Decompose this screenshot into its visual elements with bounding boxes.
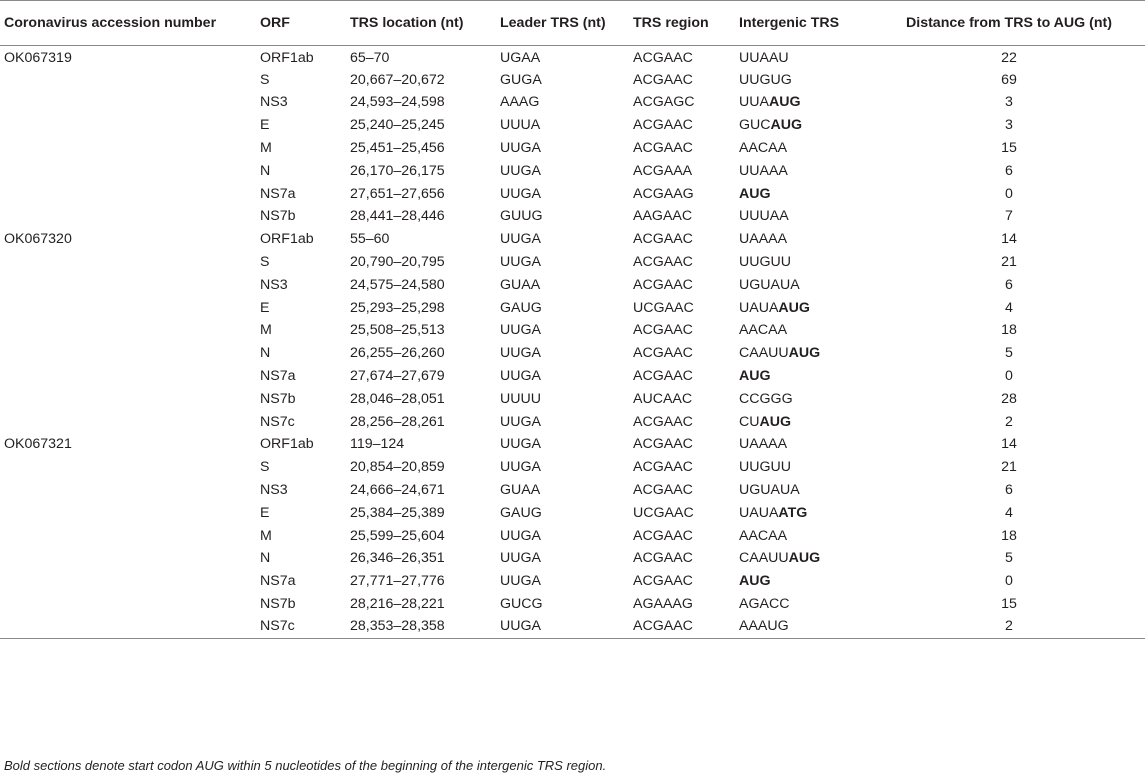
cell-leader-trs: GUUG bbox=[500, 208, 543, 225]
cell-distance: 21 bbox=[1001, 254, 1017, 271]
cell-intergenic-trs bbox=[735, 137, 873, 160]
cell-trs-location: 20,667–20,672 bbox=[350, 71, 445, 88]
cell-distance: 0 bbox=[1005, 185, 1013, 202]
cell-accession: OK067321 bbox=[4, 436, 72, 453]
table-row bbox=[0, 273, 1145, 296]
cell-trs-region: ACGAAG bbox=[633, 185, 694, 202]
table-row bbox=[0, 570, 1145, 593]
cell-distance: 2 bbox=[873, 615, 1145, 638]
cell-intergenic-trs bbox=[735, 410, 873, 433]
table-row bbox=[0, 387, 1145, 410]
cell-leader-trs: GUGA bbox=[500, 71, 542, 88]
table-row bbox=[0, 296, 1145, 319]
cell-leader-trs: UUGA bbox=[500, 436, 541, 453]
table-header bbox=[0, 1, 1145, 46]
cell-trs-region: ACGAAC bbox=[633, 345, 693, 362]
cell-trs-region: AAGAAC bbox=[633, 208, 693, 225]
cell-leader-trs: GUAA bbox=[500, 276, 541, 293]
cell-orf: N bbox=[260, 345, 271, 362]
cell-distance: 69 bbox=[1001, 71, 1017, 88]
header-trs-region: TRS region bbox=[629, 1, 735, 46]
cell-leader-trs: UUGA bbox=[500, 140, 541, 157]
start-codon: AUG bbox=[739, 368, 771, 385]
cell-trs-location: 27,771–27,776 bbox=[350, 573, 445, 590]
cell-trs-location: 25,451–25,456 bbox=[350, 140, 445, 157]
cell-leader-trs: UUGA bbox=[500, 231, 541, 248]
cell-trs-location: 28,046–28,051 bbox=[350, 390, 445, 407]
cell-trs-region: ACGAAC bbox=[633, 276, 693, 293]
cell-accession bbox=[0, 137, 256, 160]
cell-distance: 21 bbox=[1001, 459, 1017, 476]
cell-trs-region: ACGAAA bbox=[633, 162, 693, 179]
intergenic-sequence: UGUAUA bbox=[739, 482, 800, 499]
table-row bbox=[0, 205, 1145, 228]
start-codon: AUG bbox=[788, 550, 821, 567]
cell-distance: 6 bbox=[1005, 162, 1013, 179]
cell-trs-region: ACGAAC bbox=[633, 573, 693, 590]
table-row bbox=[0, 228, 1145, 251]
cell-accession bbox=[0, 547, 256, 570]
cell-accession bbox=[0, 501, 256, 524]
cell-orf: ORF1ab bbox=[260, 231, 314, 248]
cell-trs-location: 20,790–20,795 bbox=[350, 254, 445, 271]
cell-intergenic-trs bbox=[735, 501, 873, 524]
cell-trs-location: 55–60 bbox=[350, 231, 390, 248]
start-codon: ATG bbox=[778, 504, 808, 521]
cell-distance: 7 bbox=[1005, 208, 1013, 225]
cell-trs-region: ACGAAC bbox=[633, 117, 693, 134]
intergenic-sequence: CAAUU bbox=[739, 345, 789, 362]
cell-trs-region: ACGAAC bbox=[633, 482, 693, 499]
start-codon: AUG bbox=[768, 94, 801, 111]
cell-trs-location: 25,384–25,389 bbox=[350, 504, 445, 521]
cell-trs-region: ACGAAC bbox=[633, 368, 693, 385]
table-body bbox=[0, 46, 1145, 639]
cell-intergenic-trs bbox=[735, 159, 873, 182]
cell-orf: NS7c bbox=[260, 413, 295, 430]
table-row bbox=[0, 501, 1145, 524]
intergenic-sequence: UUGUU bbox=[739, 254, 792, 271]
table-row bbox=[0, 593, 1145, 616]
table-footnote: Bold sections denote start codon AUG within 5 nucleotides of the beginning of the intergenic TRS region. bbox=[4, 758, 607, 773]
cell-distance: 0 bbox=[1005, 573, 1013, 590]
cell-intergenic-trs bbox=[735, 46, 873, 69]
cell-leader-trs: UUGA bbox=[500, 345, 541, 362]
cell-leader-trs: UUUU bbox=[500, 390, 541, 407]
cell-orf: M bbox=[260, 527, 272, 544]
cell-intergenic-trs bbox=[735, 91, 873, 114]
intergenic-sequence: UAAAA bbox=[739, 231, 788, 248]
cell-distance: 6 bbox=[1005, 482, 1013, 499]
cell-trs-region: ACGAAC bbox=[633, 527, 693, 544]
cell-orf: ORF1ab bbox=[260, 436, 314, 453]
cell-leader-trs: UUGA bbox=[500, 550, 541, 567]
header-orf: ORF bbox=[256, 1, 346, 46]
cell-trs-location: 24,593–24,598 bbox=[350, 94, 445, 111]
cell-accession bbox=[0, 456, 256, 479]
cell-intergenic-trs bbox=[735, 114, 873, 137]
cell-intergenic-trs bbox=[735, 433, 873, 456]
cell-accession bbox=[0, 159, 256, 182]
intergenic-sequence: UAAAA bbox=[739, 436, 788, 453]
table-row bbox=[0, 159, 1145, 182]
cell-trs-location: 26,170–26,175 bbox=[350, 162, 445, 179]
cell-accession bbox=[0, 479, 256, 502]
cell-trs-region: UCGAAC bbox=[633, 299, 694, 316]
intergenic-sequence: UUUAA bbox=[739, 208, 789, 225]
header-accession: Coronavirus accession number bbox=[0, 1, 256, 46]
cell-accession bbox=[0, 205, 256, 228]
cell-distance: 14 bbox=[1001, 231, 1017, 248]
cell-accession bbox=[0, 615, 256, 638]
cell-distance: 2 bbox=[1005, 413, 1013, 430]
cell-trs-region: ACGAAC bbox=[633, 413, 693, 430]
cell-leader-trs: UUGA bbox=[500, 527, 541, 544]
cell-orf: M bbox=[260, 322, 272, 339]
cell-trs-region: UCGAAC bbox=[633, 504, 694, 521]
cell-trs-location: 25,240–25,245 bbox=[350, 117, 445, 134]
cell-orf: NS3 bbox=[260, 276, 288, 293]
table-row bbox=[0, 114, 1145, 137]
cell-orf: E bbox=[260, 117, 270, 134]
cell-accession: OK067319 bbox=[4, 50, 72, 67]
cell-intergenic-trs bbox=[735, 615, 873, 638]
cell-orf: E bbox=[260, 299, 270, 316]
table-row bbox=[0, 479, 1145, 502]
cell-trs-location: 20,854–20,859 bbox=[350, 459, 445, 476]
cell-intergenic-trs bbox=[735, 296, 873, 319]
cell-accession: OK067320 bbox=[4, 231, 72, 248]
cell-distance: 14 bbox=[1001, 436, 1017, 453]
cell-orf: NS7b bbox=[260, 208, 296, 225]
cell-orf: NS7a bbox=[260, 368, 296, 385]
cell-orf: S bbox=[260, 71, 270, 88]
cell-trs-location: 26,346–26,351 bbox=[350, 550, 445, 567]
start-codon: AUG bbox=[770, 117, 803, 134]
cell-trs-location: 28,216–28,221 bbox=[350, 596, 445, 613]
cell-accession bbox=[0, 251, 256, 274]
header-intergenic-trs: Intergenic TRS bbox=[735, 1, 873, 46]
cell-trs-region: AGAAAG bbox=[633, 596, 693, 613]
cell-trs-region: ACGAAC bbox=[629, 615, 735, 638]
cell-intergenic-trs bbox=[735, 319, 873, 342]
cell-trs-location: 65–70 bbox=[350, 50, 390, 67]
intergenic-sequence: CAAUU bbox=[739, 550, 789, 567]
cell-trs-region: AUCAAC bbox=[633, 390, 693, 407]
table-row bbox=[0, 137, 1145, 160]
intergenic-sequence: UUAAA bbox=[739, 162, 788, 179]
cell-intergenic-trs bbox=[735, 387, 873, 410]
cell-distance: 22 bbox=[1001, 50, 1017, 67]
cell-intergenic-trs bbox=[735, 524, 873, 547]
table-row bbox=[0, 410, 1145, 433]
cell-distance: 18 bbox=[1001, 527, 1017, 544]
cell-orf: S bbox=[260, 254, 270, 271]
cell-leader-trs: GAUG bbox=[500, 504, 542, 521]
cell-distance: 15 bbox=[1001, 140, 1017, 157]
header-distance: Distance from TRS to AUG (nt) bbox=[873, 1, 1145, 46]
intergenic-sequence: UAUA bbox=[739, 299, 779, 316]
cell-trs-location: 26,255–26,260 bbox=[350, 345, 445, 362]
cell-accession bbox=[0, 570, 256, 593]
cell-orf: N bbox=[260, 550, 271, 567]
cell-orf: NS7a bbox=[260, 573, 296, 590]
cell-leader-trs: UUGA bbox=[500, 459, 541, 476]
cell-leader-trs: GUCG bbox=[500, 596, 543, 613]
cell-orf: M bbox=[260, 140, 272, 157]
cell-accession bbox=[0, 387, 256, 410]
cell-trs-location: 25,293–25,298 bbox=[350, 299, 445, 316]
header-leader-trs: Leader TRS (nt) bbox=[496, 1, 629, 46]
cell-distance: 4 bbox=[1005, 504, 1013, 521]
table-row bbox=[0, 615, 1145, 638]
cell-accession bbox=[0, 593, 256, 616]
intergenic-sequence: AAAUG bbox=[739, 617, 789, 634]
cell-intergenic-trs bbox=[735, 479, 873, 502]
intergenic-sequence: AACAA bbox=[739, 527, 788, 544]
start-codon: AUG bbox=[739, 185, 771, 202]
cell-trs-region: ACGAAC bbox=[633, 71, 693, 88]
cell-trs-location: 28,353–28,358 bbox=[346, 615, 496, 638]
cell-distance: 0 bbox=[1005, 368, 1013, 385]
cell-trs-location: 27,674–27,679 bbox=[350, 368, 445, 385]
cell-trs-location: 24,666–24,671 bbox=[350, 482, 445, 499]
cell-distance: 6 bbox=[1005, 276, 1013, 293]
table-row bbox=[0, 46, 1145, 69]
cell-orf: S bbox=[260, 459, 270, 476]
table-row bbox=[0, 251, 1145, 274]
table-row bbox=[0, 68, 1145, 91]
cell-intergenic-trs bbox=[735, 228, 873, 251]
cell-trs-location: 24,575–24,580 bbox=[350, 276, 445, 293]
cell-trs-region: ACGAAC bbox=[633, 550, 693, 567]
cell-intergenic-trs bbox=[735, 593, 873, 616]
start-codon: AUG bbox=[778, 299, 810, 316]
table-row bbox=[0, 524, 1145, 547]
cell-leader-trs: UUGA bbox=[500, 368, 541, 385]
cell-intergenic-trs bbox=[735, 182, 873, 205]
intergenic-sequence: CCGGG bbox=[739, 390, 793, 407]
cell-trs-location: 25,599–25,604 bbox=[350, 527, 445, 544]
cell-orf: NS3 bbox=[260, 94, 288, 111]
cell-intergenic-trs bbox=[735, 273, 873, 296]
cell-accession bbox=[0, 273, 256, 296]
cell-trs-location: 25,508–25,513 bbox=[350, 322, 445, 339]
cell-intergenic-trs bbox=[735, 365, 873, 388]
cell-leader-trs: UUUA bbox=[500, 117, 541, 134]
cell-accession bbox=[0, 365, 256, 388]
cell-distance: 28 bbox=[1001, 390, 1017, 407]
cell-accession bbox=[0, 342, 256, 365]
cell-accession bbox=[0, 296, 256, 319]
intergenic-sequence: CU bbox=[739, 413, 760, 430]
cell-leader-trs: UUGA bbox=[500, 185, 541, 202]
start-codon: AUG bbox=[759, 413, 792, 430]
cell-distance: 3 bbox=[1005, 117, 1013, 134]
cell-leader-trs: AAAG bbox=[500, 94, 540, 111]
table-row bbox=[0, 91, 1145, 114]
intergenic-sequence: AACAA bbox=[739, 322, 788, 339]
cell-leader-trs: UUGA bbox=[500, 254, 541, 271]
intergenic-sequence: AGACC bbox=[739, 596, 790, 613]
cell-leader-trs: UGAA bbox=[500, 50, 541, 67]
cell-trs-region: ACGAAC bbox=[633, 322, 693, 339]
cell-trs-location: 119–124 bbox=[350, 436, 405, 453]
cell-leader-trs: UUGA bbox=[500, 413, 541, 430]
cell-trs-region: ACGAAC bbox=[633, 254, 693, 271]
cell-distance: 5 bbox=[1005, 345, 1013, 362]
intergenic-sequence: AACAA bbox=[739, 140, 788, 157]
intergenic-sequence: UUA bbox=[739, 94, 769, 111]
cell-leader-trs: UUGA bbox=[500, 573, 541, 590]
header-trs-location: TRS location (nt) bbox=[346, 1, 496, 46]
header-row bbox=[0, 1, 1145, 46]
cell-accession bbox=[0, 114, 256, 137]
start-codon: AUG bbox=[788, 345, 821, 362]
cell-leader-trs: UUGA bbox=[500, 162, 541, 179]
cell-trs-region: ACGAAC bbox=[633, 50, 693, 67]
cell-distance: 5 bbox=[1005, 550, 1013, 567]
table-row bbox=[0, 365, 1145, 388]
cell-trs-location: 28,441–28,446 bbox=[350, 208, 445, 225]
cell-intergenic-trs bbox=[735, 68, 873, 91]
cell-orf: N bbox=[260, 162, 271, 179]
cell-intergenic-trs bbox=[735, 570, 873, 593]
cell-leader-trs: UUGA bbox=[500, 322, 541, 339]
cell-intergenic-trs bbox=[735, 456, 873, 479]
cell-accession bbox=[0, 524, 256, 547]
table-row bbox=[0, 547, 1145, 570]
cell-leader-trs: UUGA bbox=[496, 615, 629, 638]
cell-intergenic-trs bbox=[735, 342, 873, 365]
intergenic-sequence: UUGUU bbox=[739, 459, 792, 476]
intergenic-sequence: UGUAUA bbox=[739, 276, 800, 293]
table-row bbox=[0, 433, 1145, 456]
intergenic-sequence: GUC bbox=[739, 117, 771, 134]
start-codon: AUG bbox=[739, 573, 771, 590]
cell-orf: NS3 bbox=[260, 482, 288, 499]
table-row bbox=[0, 319, 1145, 342]
cell-distance: 15 bbox=[1001, 596, 1017, 613]
cell-trs-region: ACGAAC bbox=[633, 436, 693, 453]
cell-orf: NS7b bbox=[260, 390, 296, 407]
cell-orf: NS7b bbox=[260, 596, 296, 613]
cell-distance: 3 bbox=[1005, 94, 1013, 111]
cell-orf: E bbox=[260, 504, 270, 521]
cell-distance: 18 bbox=[1001, 322, 1017, 339]
intergenic-sequence: UAUA bbox=[739, 504, 779, 521]
cell-leader-trs: GAUG bbox=[500, 299, 542, 316]
cell-accession bbox=[0, 182, 256, 205]
intergenic-sequence: UUAAU bbox=[739, 50, 789, 67]
cell-leader-trs: GUAA bbox=[500, 482, 541, 499]
cell-orf: NS7a bbox=[260, 185, 296, 202]
cell-intergenic-trs bbox=[735, 547, 873, 570]
cell-accession bbox=[0, 91, 256, 114]
cell-orf: ORF1ab bbox=[260, 50, 314, 67]
table-row bbox=[0, 456, 1145, 479]
cell-trs-region: ACGAAC bbox=[633, 231, 693, 248]
cell-intergenic-trs bbox=[735, 251, 873, 274]
cell-accession bbox=[0, 68, 256, 91]
cell-orf: NS7c bbox=[256, 615, 346, 638]
cell-trs-region: ACGAGC bbox=[633, 94, 695, 111]
cell-distance: 4 bbox=[1005, 299, 1013, 316]
cell-trs-location: 27,651–27,656 bbox=[350, 185, 445, 202]
cell-accession bbox=[0, 410, 256, 433]
table-row bbox=[0, 342, 1145, 365]
cell-trs-region: ACGAAC bbox=[633, 140, 693, 157]
cell-trs-location: 28,256–28,261 bbox=[350, 413, 445, 430]
cell-accession bbox=[0, 319, 256, 342]
table-row bbox=[0, 182, 1145, 205]
cell-intergenic-trs bbox=[735, 205, 873, 228]
cell-trs-region: ACGAAC bbox=[633, 459, 693, 476]
intergenic-sequence: UUGUG bbox=[739, 71, 792, 88]
